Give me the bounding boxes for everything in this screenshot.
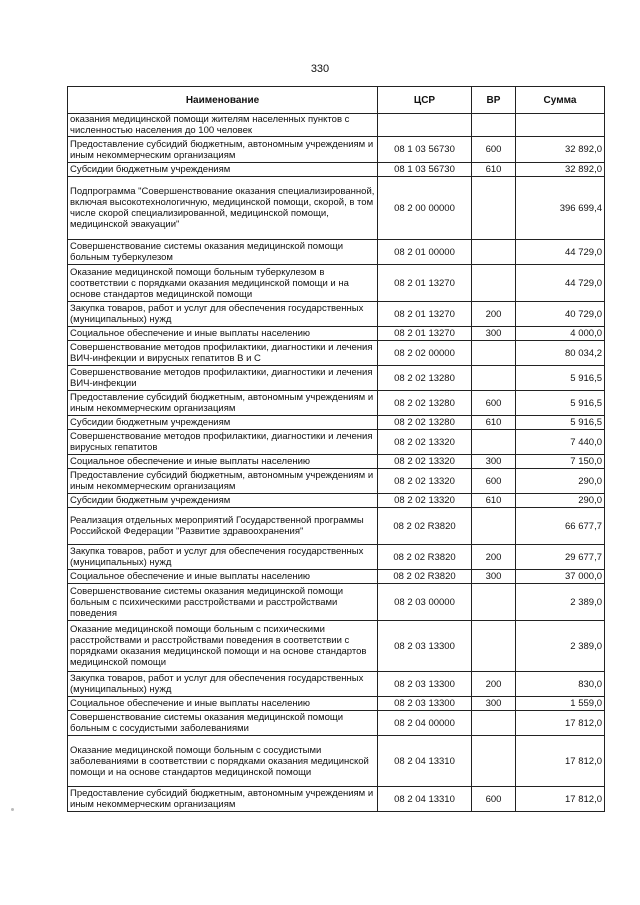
table-row — [68, 163, 605, 177]
cell-vr — [472, 265, 516, 302]
cell-csr: 08 2 01 13270 — [378, 302, 472, 327]
table-row — [68, 736, 605, 787]
cell-csr: 08 2 03 13300 — [378, 621, 472, 672]
table-row — [68, 177, 605, 240]
cell-csr: 08 2 01 13270 — [378, 265, 472, 302]
header-sum: Сумма — [516, 87, 605, 114]
table-row — [68, 787, 605, 812]
cell-sum: 5 916,5 — [516, 366, 605, 391]
cell-vr — [472, 240, 516, 265]
cell-csr: 08 2 03 00000 — [378, 584, 472, 621]
header-csr: ЦСР — [378, 87, 472, 114]
cell-vr — [472, 341, 516, 366]
cell-vr: 300 — [472, 327, 516, 341]
cell-name: Социальное обеспечение и иные выплаты населению — [68, 570, 378, 584]
table-row — [68, 302, 605, 327]
cell-name: оказания медицинской помощи жителям населенных пунктов с численностью населения до 100 человек — [68, 114, 378, 137]
table-row — [68, 508, 605, 545]
cell-sum: 17 812,0 — [516, 711, 605, 736]
cell-name: Совершенствование методов профилактики, диагностики и лечения ВИЧ-инфекции — [68, 366, 378, 391]
cell-name: Подпрограмма "Совершенствование оказания специализированной, включая высокотехнологичную, медицинской помощи, скорой, в том числе скорой специализированной, медицинской помощи, медицинской эвакуации" — [68, 177, 378, 240]
page-number: 330 — [310, 63, 330, 75]
table-row — [68, 341, 605, 366]
cell-csr: 08 2 04 13310 — [378, 787, 472, 812]
cell-name: Закупка товаров, работ и услуг для обеспечения государственных (муниципальных) нужд — [68, 672, 378, 697]
cell-sum: 396 699,4 — [516, 177, 605, 240]
cell-name: Оказание медицинской помощи больным с сосудистыми заболеваниями в соответствии с порядками оказания медицинской помощи и на основе стандартов медицинской помощи — [68, 736, 378, 787]
cell-sum: 7 150,0 — [516, 455, 605, 469]
cell-name: Закупка товаров, работ и услуг для обеспечения государственных (муниципальных) нужд — [68, 545, 378, 570]
cell-sum — [516, 114, 605, 137]
cell-sum: 17 812,0 — [516, 787, 605, 812]
table-row — [68, 265, 605, 302]
cell-csr: 08 2 00 00000 — [378, 177, 472, 240]
cell-csr: 08 2 02 13280 — [378, 416, 472, 430]
cell-sum: 1 559,0 — [516, 697, 605, 711]
cell-vr: 200 — [472, 672, 516, 697]
cell-name: Предоставление субсидий бюджетным, автономным учреждениям и иным некоммерческим организациям — [68, 137, 378, 163]
cell-name: Оказание медицинской помощи больным с психическими расстройствами и расстройствами поведения в соответствии с порядками оказания медицинской помощи и на основе стандартов медицинской помощи — [68, 621, 378, 672]
cell-csr: 08 1 03 56730 — [378, 137, 472, 163]
cell-csr: 08 2 02 13280 — [378, 391, 472, 416]
cell-name: Предоставление субсидий бюджетным, автономным учреждениям и иным некоммерческим организациям — [68, 469, 378, 494]
cell-name: Оказание медицинской помощи больным туберкулезом в соответствии с порядками оказания медицинской помощи и на основе стандартов медицинской помощи — [68, 265, 378, 302]
table-row — [68, 327, 605, 341]
cell-csr: 08 2 04 00000 — [378, 711, 472, 736]
table-row — [68, 114, 605, 137]
cell-sum: 32 892,0 — [516, 163, 605, 177]
cell-vr: 200 — [472, 302, 516, 327]
cell-sum: 5 916,5 — [516, 416, 605, 430]
cell-vr — [472, 114, 516, 137]
header-name: Наименование — [68, 87, 378, 114]
cell-name: Реализация отдельных мероприятий Государственной программы Российской Федерации "Развитие здравоохранения" — [68, 508, 378, 545]
table-row — [68, 455, 605, 469]
table-row — [68, 416, 605, 430]
table-row — [68, 711, 605, 736]
cell-csr: 08 2 03 13300 — [378, 697, 472, 711]
cell-name: Социальное обеспечение и иные выплаты населению — [68, 327, 378, 341]
cell-name: Субсидии бюджетным учреждениям — [68, 494, 378, 508]
cell-sum: 17 812,0 — [516, 736, 605, 787]
cell-name: Социальное обеспечение и иные выплаты населению — [68, 455, 378, 469]
cell-sum: 2 389,0 — [516, 584, 605, 621]
cell-vr: 610 — [472, 163, 516, 177]
table-row — [68, 621, 605, 672]
cell-name: Совершенствование системы оказания медицинской помощи больным с психическими расстройствами и расстройствами поведения — [68, 584, 378, 621]
cell-vr: 600 — [472, 137, 516, 163]
cell-sum: 32 892,0 — [516, 137, 605, 163]
cell-vr: 610 — [472, 416, 516, 430]
cell-csr: 08 2 02 13280 — [378, 366, 472, 391]
cell-csr: 08 2 02 R3820 — [378, 545, 472, 570]
cell-sum: 40 729,0 — [516, 302, 605, 327]
cell-vr — [472, 621, 516, 672]
scan-mark — [11, 808, 14, 811]
cell-vr: 600 — [472, 469, 516, 494]
cell-name: Субсидии бюджетным учреждениям — [68, 163, 378, 177]
cell-sum: 66 677,7 — [516, 508, 605, 545]
cell-sum: 5 916,5 — [516, 391, 605, 416]
cell-vr: 600 — [472, 391, 516, 416]
cell-vr: 200 — [472, 545, 516, 570]
cell-csr: 08 2 02 13320 — [378, 469, 472, 494]
cell-name: Совершенствование методов профилактики, диагностики и лечения ВИЧ-инфекции и вирусных гепатитов B и C — [68, 341, 378, 366]
cell-vr: 610 — [472, 494, 516, 508]
cell-sum: 830,0 — [516, 672, 605, 697]
cell-sum: 80 034,2 — [516, 341, 605, 366]
cell-vr — [472, 711, 516, 736]
cell-csr: 08 2 04 13310 — [378, 736, 472, 787]
table-row — [68, 430, 605, 455]
table-header-row — [68, 87, 605, 114]
cell-csr: 08 1 03 56730 — [378, 163, 472, 177]
budget-table — [67, 86, 605, 812]
cell-sum: 2 389,0 — [516, 621, 605, 672]
cell-vr — [472, 366, 516, 391]
table-row — [68, 366, 605, 391]
cell-sum: 4 000,0 — [516, 327, 605, 341]
header-vr: ВР — [472, 87, 516, 114]
cell-vr: 300 — [472, 570, 516, 584]
cell-sum: 7 440,0 — [516, 430, 605, 455]
cell-vr — [472, 584, 516, 621]
cell-name: Субсидии бюджетным учреждениям — [68, 416, 378, 430]
table-row — [68, 494, 605, 508]
table-row — [68, 570, 605, 584]
cell-csr: 08 2 02 13320 — [378, 430, 472, 455]
cell-sum: 29 677,7 — [516, 545, 605, 570]
cell-sum: 37 000,0 — [516, 570, 605, 584]
cell-name: Закупка товаров, работ и услуг для обеспечения государственных (муниципальных) нужд — [68, 302, 378, 327]
cell-name: Предоставление субсидий бюджетным, автономным учреждениям и иным некоммерческим организациям — [68, 391, 378, 416]
cell-sum: 290,0 — [516, 494, 605, 508]
cell-csr: 08 2 02 13320 — [378, 455, 472, 469]
cell-name: Предоставление субсидий бюджетным, автономным учреждениям и иным некоммерческим организациям — [68, 787, 378, 812]
cell-csr: 08 2 02 R3820 — [378, 570, 472, 584]
cell-sum: 290,0 — [516, 469, 605, 494]
table-row — [68, 240, 605, 265]
cell-vr: 300 — [472, 697, 516, 711]
cell-csr: 08 2 01 00000 — [378, 240, 472, 265]
cell-csr: 08 2 01 13270 — [378, 327, 472, 341]
cell-vr: 600 — [472, 787, 516, 812]
cell-csr: 08 2 02 00000 — [378, 341, 472, 366]
cell-name: Совершенствование методов профилактики, диагностики и лечения вирусных гепатитов — [68, 430, 378, 455]
cell-csr: 08 2 02 13320 — [378, 494, 472, 508]
cell-sum: 44 729,0 — [516, 265, 605, 302]
cell-vr: 300 — [472, 455, 516, 469]
cell-vr — [472, 508, 516, 545]
table-row — [68, 672, 605, 697]
cell-name: Совершенствование системы оказания медицинской помощи больным туберкулезом — [68, 240, 378, 265]
table-row — [68, 469, 605, 494]
table-row — [68, 545, 605, 570]
cell-vr — [472, 430, 516, 455]
table-row — [68, 584, 605, 621]
cell-csr — [378, 114, 472, 137]
cell-csr: 08 2 02 R3820 — [378, 508, 472, 545]
cell-name: Социальное обеспечение и иные выплаты населению — [68, 697, 378, 711]
cell-vr — [472, 736, 516, 787]
table-row — [68, 697, 605, 711]
cell-name: Совершенствование системы оказания медицинской помощи больным с сосудистыми заболеваниями — [68, 711, 378, 736]
cell-sum: 44 729,0 — [516, 240, 605, 265]
table-row — [68, 137, 605, 163]
cell-csr: 08 2 03 13300 — [378, 672, 472, 697]
table-row — [68, 391, 605, 416]
cell-vr — [472, 177, 516, 240]
